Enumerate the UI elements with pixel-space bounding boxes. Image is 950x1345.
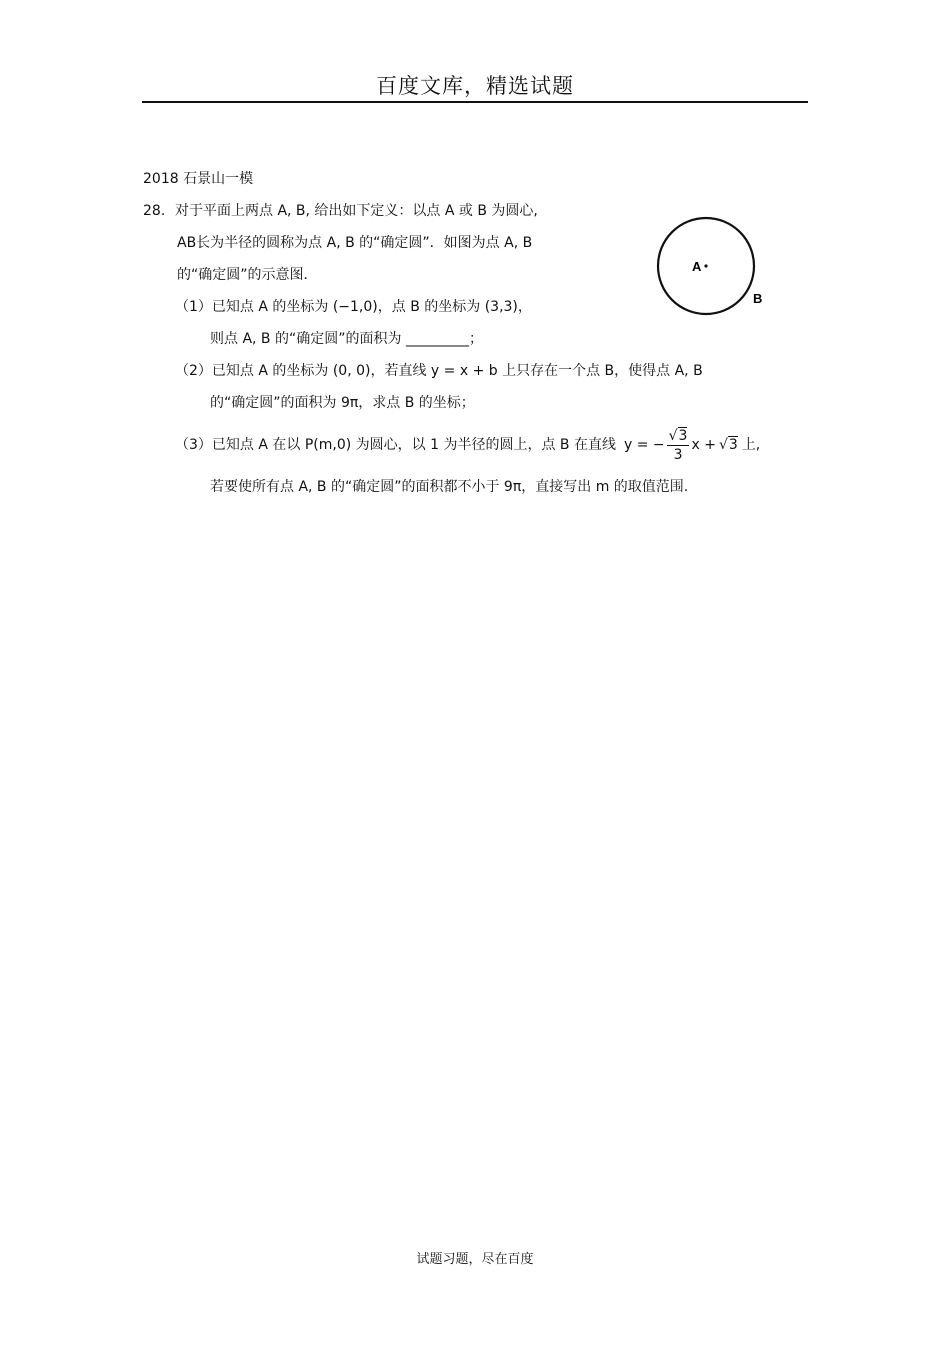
page-title: 百度文库，精选试题 — [376, 74, 574, 98]
part3-line-2: 若要使所有点 A, B 的“确定圆”的面积都不小于 9π，直接写出 m 的取值范围. — [210, 479, 689, 495]
line-equation-lhs: y = − — [623, 437, 665, 453]
part3-prefix: （3）已知点 A 在以 P(m,0) 为圆心，以 1 为半径的圆上，点 B 在直线 — [175, 437, 616, 453]
part2-line-1: （2）已知点 A 的坐标为 (0, 0)，若直线 y = x + b 上只存在一个点 B，使得点 A, B — [175, 363, 703, 379]
part1-line-1: （1）已知点 A 的坐标为 (−1,0)，点 B 的坐标为 (3,3)， — [175, 299, 532, 315]
label-a: A — [692, 259, 702, 274]
fraction-denominator: 3 — [673, 446, 683, 463]
problem-intro-line-1: 对于平面上两点 A, B, 给出如下定义：以点 A 或 B 为圆心, — [175, 203, 538, 219]
center-point-a — [704, 264, 707, 267]
problem-intro-line-3: 的“确定圆”的示意图． — [177, 267, 318, 283]
part3-line-1 — [175, 424, 760, 466]
part3-suffix: 上, — [741, 437, 761, 453]
line-equation-mid: x + — [691, 437, 716, 453]
page-footer: 试题习题，尽在百度 — [416, 1252, 534, 1267]
fraction-numerator: √3 — [668, 427, 688, 444]
determined-circle-figure — [650, 210, 780, 320]
part1-line-2: 则点 A, B 的“确定圆”的面积为 _________； — [210, 331, 483, 347]
source-label: 2018 石景山一模 — [143, 171, 254, 187]
header-divider — [142, 101, 808, 103]
fraction-root3-over-3 — [667, 427, 690, 464]
sqrt-3: √3 — [718, 437, 738, 453]
label-b: B — [753, 291, 763, 306]
part2-line-2: 的“确定圆”的面积为 9π，求点 B 的坐标； — [210, 395, 475, 411]
problem-intro-line-2: AB长为半径的圆称为点 A, B 的“确定圆”．如图为点 A, B — [177, 235, 533, 251]
problem-number: 28. — [143, 203, 166, 219]
